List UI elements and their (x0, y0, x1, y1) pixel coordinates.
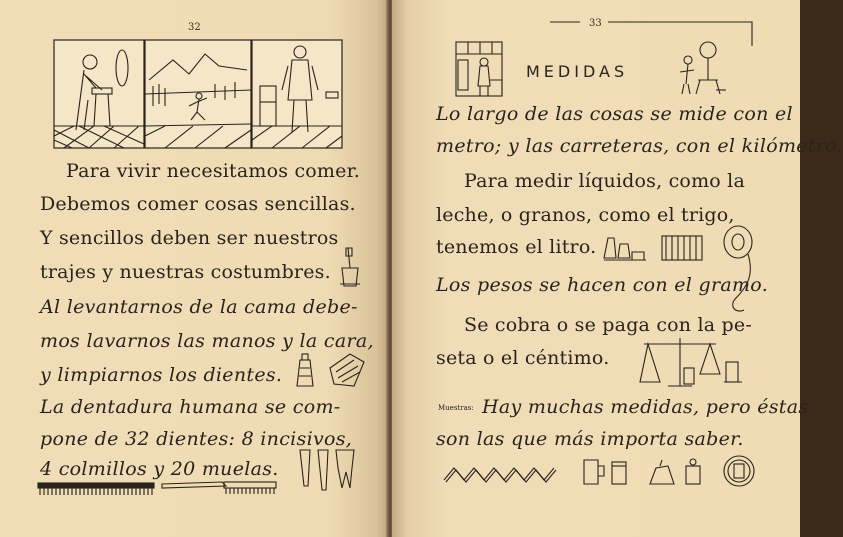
left-line-3: Y sencillos deben ser nuestros (40, 227, 339, 249)
soap-bottle-icon (294, 352, 316, 390)
right-page-title: MEDIDAS (526, 62, 629, 81)
balance-scale-icon (640, 334, 750, 390)
note-label: Muestras: (438, 404, 474, 412)
toothbrush-icon (160, 478, 280, 496)
left-line-9: pone de 32 dientes: 8 incisivos, (40, 428, 353, 450)
washing-scene-icon (54, 40, 144, 148)
teeth-icon (296, 446, 360, 492)
note-line-2: son las que más importa saber. (436, 428, 744, 450)
liter-measures-icon (580, 456, 630, 488)
tape-measure-icon (718, 224, 758, 316)
left-page-number: 32 (188, 22, 201, 33)
dressing-scene-icon (252, 40, 342, 148)
weights-icon (648, 456, 708, 488)
left-line-10: 4 colmillos y 20 muelas. (40, 458, 279, 480)
right-line-8: seta o el céntimo. (436, 347, 610, 369)
scale-merchant-icon (676, 40, 728, 96)
shop-scene-icon (454, 40, 504, 98)
left-line-6: mos lavarnos las manos y la cara, (40, 330, 374, 352)
right-page (392, 0, 843, 537)
right-line-7: Se cobra o se paga con la pe- (464, 314, 752, 336)
landscape-scene-icon (145, 40, 251, 148)
right-line-5: tenemos el litro. (436, 236, 597, 258)
left-line-5: Al levantarnos de la cama debe- (40, 296, 358, 318)
right-line-3: Para medir líquidos, como la (464, 170, 745, 192)
measuring-vessels-icon (602, 232, 712, 264)
right-line-2: metro; y las carreteras, con el kilómetro. (436, 135, 843, 157)
toothbrush-glass-icon (338, 246, 362, 288)
note-line-1: Hay muchas medidas, pero éstas (482, 396, 809, 418)
coin-icon (722, 454, 756, 488)
sponge-icon (326, 350, 366, 392)
right-line-6: Los pesos se hacen con el gramo. (436, 274, 769, 296)
left-page (0, 0, 388, 537)
left-line-1: Para vivir necesitamos comer. (66, 160, 361, 182)
left-line-7: y limpiarnos los dientes. (40, 364, 283, 386)
comb-icon (38, 481, 156, 497)
right-page-number: 33 (589, 18, 602, 29)
left-line-4: trajes y nuestras costumbres. (40, 261, 331, 283)
right-line-1: Lo largo de las cosas se mide con el (436, 103, 793, 125)
right-line-4: leche, o granos, como el trigo, (436, 204, 735, 226)
folding-rule-icon (442, 464, 558, 484)
left-line-8: La dentadura humana se com- (40, 396, 341, 418)
left-line-2: Debemos comer cosas sencillas. (40, 193, 356, 215)
